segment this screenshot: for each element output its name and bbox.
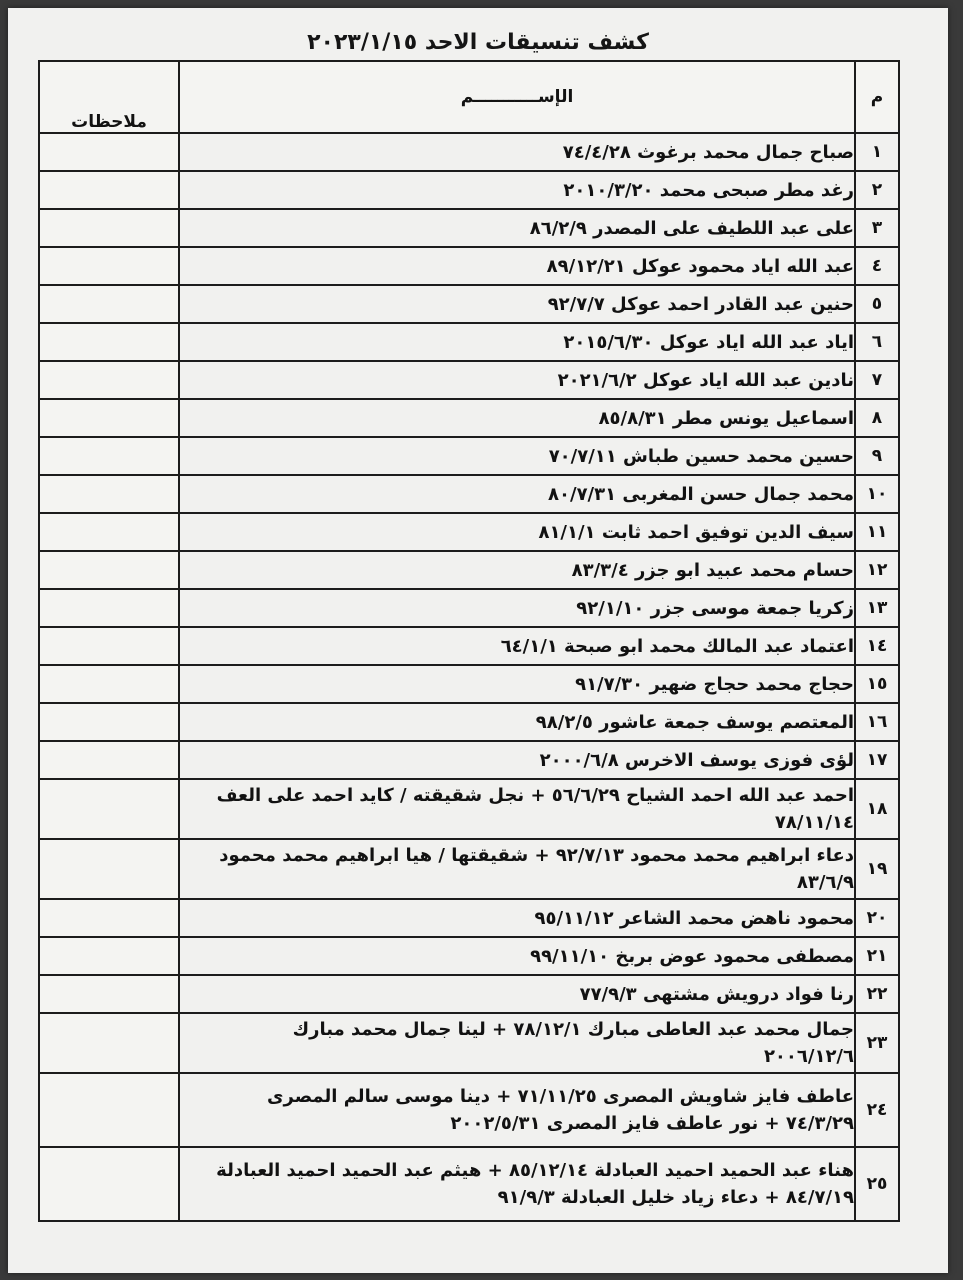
table-row: [39, 1147, 899, 1221]
row-number: ٤: [855, 247, 899, 285]
row-name-line: صباح جمال محمد برغوث ٧٤/٤/٢٨: [562, 141, 854, 163]
row-name-line: جمال محمد عبد العاطى مبارك ٧٨/١٢/١ + لينا جمال محمد مبارك: [292, 1019, 854, 1040]
row-name-cell: [179, 209, 855, 247]
row-name-line: نادين عبد الله اياد عوكل ٢٠٢١/٦/٢: [557, 369, 854, 391]
row-notes-cell: [39, 361, 179, 399]
row-notes-cell: [39, 1147, 179, 1221]
row-name-line: محمود ناهض محمد الشاعر ٩٥/١١/١٢: [534, 907, 854, 929]
row-name-cell: [179, 1013, 855, 1073]
row-number: ٧: [855, 361, 899, 399]
row-notes-cell: [39, 665, 179, 703]
table-row: [39, 247, 899, 285]
row-name-line: ٧٤/٣/٢٩ + نور عاطف فايز المصرى ٢٠٠٢/٥/٣١: [450, 1113, 854, 1134]
table-row: [39, 899, 899, 937]
header-row: [39, 61, 899, 133]
table-row: [39, 1013, 899, 1073]
row-number: ٢٢: [855, 975, 899, 1013]
table-row: [39, 437, 899, 475]
table-row: [39, 361, 899, 399]
row-notes-cell: [39, 171, 179, 209]
row-name-line: حسين محمد حسين طباش ٧٠/٧/١١: [548, 445, 854, 467]
row-number: ٦: [855, 323, 899, 361]
row-name-line: ٧٨/١١/١٤: [774, 812, 854, 833]
page-title: كشف تنسيقات الاحد ٢٠٢٣/١/١٥: [307, 30, 649, 55]
table-row: [39, 703, 899, 741]
row-name-cell: [179, 589, 855, 627]
row-name-line: سيف الدين توفيق احمد ثابت ٨١/١/١: [538, 521, 854, 543]
row-number: ٢٠: [855, 899, 899, 937]
row-name-line: رغد مطر صبحى محمد ٢٠١٠/٣/٢٠: [563, 179, 854, 201]
table-row: [39, 1073, 899, 1147]
row-name-cell: [179, 703, 855, 741]
row-notes-cell: [39, 513, 179, 551]
table-row: [39, 839, 899, 899]
table-row: [39, 665, 899, 703]
row-name-cell: [179, 475, 855, 513]
row-name-line: حسام محمد عبيد ابو جزر ٨٣/٣/٤: [571, 559, 854, 581]
row-name-line: محمد جمال حسن المغربى ٨٠/٧/٣١: [548, 483, 854, 505]
row-name-cell: [179, 437, 855, 475]
row-notes-cell: [39, 839, 179, 899]
row-notes-cell: [39, 247, 179, 285]
row-name-cell: [179, 839, 855, 899]
row-notes-cell: [39, 779, 179, 839]
row-name-cell: [179, 513, 855, 551]
row-number: ١٦: [855, 703, 899, 741]
row-number: ٢: [855, 171, 899, 209]
row-number: ١٥: [855, 665, 899, 703]
row-number: ٢٤: [855, 1073, 899, 1147]
row-number: ١٠: [855, 475, 899, 513]
row-number: ١٧: [855, 741, 899, 779]
row-number: ٩: [855, 437, 899, 475]
row-notes-cell: [39, 589, 179, 627]
row-name-cell: [179, 899, 855, 937]
table-body: [39, 133, 899, 1221]
row-number: ١٨: [855, 779, 899, 839]
row-name-line: اعتماد عبد المالك محمد ابو صبحة ٦٤/١/١: [500, 635, 854, 657]
row-name-cell: [179, 975, 855, 1013]
row-notes-cell: [39, 437, 179, 475]
row-name-cell: [179, 665, 855, 703]
row-name-cell: [179, 399, 855, 437]
names-table: [38, 60, 900, 1222]
table-row: [39, 513, 899, 551]
table-row: [39, 589, 899, 627]
row-number: ١٩: [855, 839, 899, 899]
row-name-cell: [179, 361, 855, 399]
table-row: [39, 975, 899, 1013]
row-number: ٣: [855, 209, 899, 247]
row-name-line: المعتصم يوسف جمعة عاشور ٩٨/٢/٥: [535, 711, 854, 733]
table-row: [39, 399, 899, 437]
row-name-cell: [179, 323, 855, 361]
row-number: ١١: [855, 513, 899, 551]
row-name-line: ٨٤/٧/١٩ + دعاء زياد خليل العبادلة ٩١/٩/٣: [497, 1187, 854, 1208]
row-name-line: هناء عبد الحميد احميد العبادلة ٨٥/١٢/١٤ + هيثم عبد الحميد احميد العبادلة: [216, 1160, 854, 1181]
row-name-line: اياد عبد الله اياد عوكل ٢٠١٥/٦/٣٠: [563, 331, 854, 353]
row-name-cell: [179, 1147, 855, 1221]
row-notes-cell: [39, 399, 179, 437]
table-row: [39, 551, 899, 589]
row-notes-cell: [39, 1013, 179, 1073]
table-row: [39, 779, 899, 839]
row-notes-cell: [39, 323, 179, 361]
row-name-cell: [179, 133, 855, 171]
table-row: [39, 741, 899, 779]
row-notes-cell: [39, 975, 179, 1013]
row-number: ٢٣: [855, 1013, 899, 1073]
table-row: [39, 133, 899, 171]
row-notes-cell: [39, 551, 179, 589]
row-number: ٥: [855, 285, 899, 323]
row-name-cell: [179, 285, 855, 323]
row-name-cell: [179, 551, 855, 589]
row-name-cell: [179, 247, 855, 285]
row-number: ١٤: [855, 627, 899, 665]
row-name-line: اسماعيل يونس مطر ٨٥/٨/٣١: [598, 407, 854, 429]
table-row: [39, 475, 899, 513]
row-notes-cell: [39, 703, 179, 741]
row-name-cell: [179, 171, 855, 209]
table-row: [39, 171, 899, 209]
row-notes-cell: [39, 741, 179, 779]
row-name-line: رنا فواد درويش مشتهى ٧٧/٩/٣: [579, 983, 854, 1005]
row-notes-cell: [39, 899, 179, 937]
row-number: ١٣: [855, 589, 899, 627]
row-notes-cell: [39, 285, 179, 323]
row-name-cell: [179, 937, 855, 975]
document-page: [8, 8, 948, 1273]
row-name-line: حنين عبد القادر احمد عوكل ٩٢/٧/٧: [547, 293, 854, 315]
row-notes-cell: [39, 627, 179, 665]
header-notes: ملاحظات: [39, 61, 179, 133]
row-notes-cell: [39, 475, 179, 513]
row-name-cell: [179, 779, 855, 839]
header-number: م: [855, 61, 899, 133]
row-name-line: زكريا جمعة موسى جزر ٩٢/١/١٠: [576, 597, 854, 619]
row-notes-cell: [39, 209, 179, 247]
row-notes-cell: [39, 133, 179, 171]
row-number: ٢٥: [855, 1147, 899, 1221]
row-name-line: عبد الله اياد محمود عوكل ٨٩/١٢/٢١: [546, 255, 854, 277]
row-name-line: عاطف فايز شاويش المصرى ٧١/١١/٢٥ + دينا موسى سالم المصرى: [267, 1086, 854, 1107]
row-name-line: مصطفى محمود عوض بربخ ٩٩/١١/١٠: [530, 945, 854, 967]
header-name: [179, 61, 855, 133]
table-row: [39, 285, 899, 323]
row-name-line: ٢٠٠٦/١٢/٦: [763, 1046, 854, 1067]
table-row: [39, 323, 899, 361]
row-number: ١: [855, 133, 899, 171]
table-row: [39, 627, 899, 665]
row-name-cell: [179, 627, 855, 665]
row-name-line: لؤى فوزى يوسف الاخرس ٢٠٠٠/٦/٨: [539, 749, 854, 771]
row-notes-cell: [39, 1073, 179, 1147]
row-name-line: دعاء ابراهيم محمد محمود ٩٢/٧/١٣ + شقيقتها / هيا ابراهيم محمد محمود: [219, 845, 854, 866]
row-name-line: ٨٣/٦/٩: [796, 872, 854, 893]
row-name-line: احمد عبد الله احمد الشياح ٥٦/٦/٢٩ + نجل شقيقته / كايد احمد على العف: [216, 785, 854, 806]
row-number: ١٢: [855, 551, 899, 589]
table-row: [39, 209, 899, 247]
table-row: [39, 937, 899, 975]
row-name-line: حجاج محمد حجاج ضهير ٩١/٧/٣٠: [575, 673, 854, 695]
row-name-line: على عبد اللطيف على المصدر ٨٦/٢/٩: [529, 217, 854, 239]
row-number: ٢١: [855, 937, 899, 975]
row-name-cell: [179, 741, 855, 779]
row-notes-cell: [39, 937, 179, 975]
header-name-label: الإســـــــــــم: [460, 87, 574, 107]
row-name-cell: [179, 1073, 855, 1147]
row-number: ٨: [855, 399, 899, 437]
